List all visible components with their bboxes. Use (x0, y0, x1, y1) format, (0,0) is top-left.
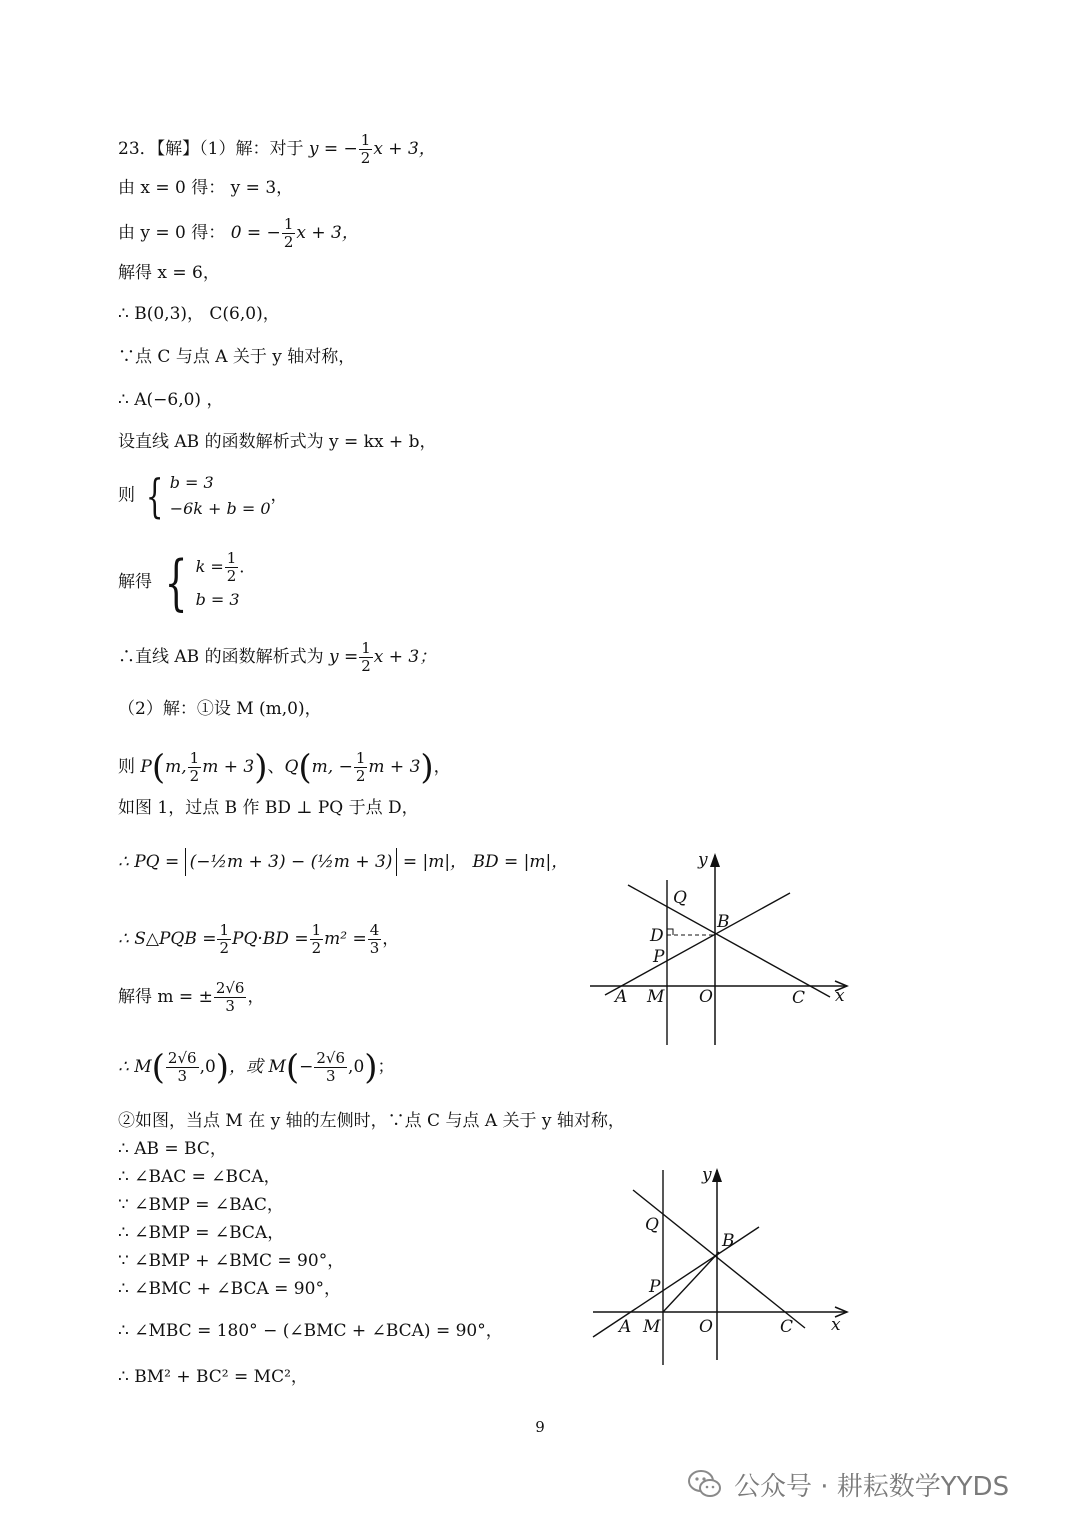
math-text: m, (165, 757, 187, 777)
solution-line-15 (118, 851, 568, 873)
fraction-numerator: 2√6 (167, 1049, 197, 1067)
math-text: ∴ S△PQB = (118, 929, 217, 949)
equation-row: −6k + b = 0 (169, 499, 271, 518)
fraction-denominator: 3 (177, 1067, 187, 1085)
equation-row: b = 3 (195, 590, 240, 609)
math-text: ， (433, 757, 451, 777)
y-axis-arrow (710, 853, 720, 867)
label-a: A (615, 987, 628, 1007)
solution-line-23: ∴ ∠BMP = ∠BCA， (118, 1223, 285, 1243)
math-text: 、 (267, 757, 285, 777)
fraction-numerator: 2√6 (215, 979, 245, 997)
math-text: = |m|， BD = |m|， (402, 852, 569, 872)
fraction-numerator: 1 (311, 921, 322, 939)
label-y: y (698, 850, 708, 870)
label-m: M (647, 987, 665, 1007)
fraction (188, 750, 202, 785)
y-axis-arrow (712, 1168, 722, 1182)
fraction (282, 216, 296, 251)
solution-line-7: ∴ A(−6,0) ， (118, 390, 224, 410)
text: 则 (118, 485, 135, 506)
label-q: Q (645, 1215, 659, 1235)
equation-rows (196, 550, 256, 615)
solution-line-6: ∵点 C 与点 A 关于 y 轴对称， (118, 347, 356, 367)
solution-line-8: 设直线 AB 的函数解析式为 y = kx + b， (118, 432, 437, 452)
solution-line-20: ∴ AB = BC， (118, 1139, 227, 1159)
paren: ) (254, 747, 268, 788)
fraction-numerator: 4 (369, 921, 380, 939)
fraction (310, 922, 324, 957)
fraction (166, 1050, 199, 1085)
math-text: m + 3 (202, 757, 255, 777)
fraction (359, 132, 373, 167)
paren: ( (298, 747, 312, 788)
label-p: P (649, 1277, 661, 1297)
math-text: PQ·BD = (232, 929, 309, 949)
line-ab (605, 893, 790, 995)
footer-text: 公众号 · 耕耘数学YYDS (734, 1471, 1010, 1502)
math-text: x + 3， (373, 139, 436, 159)
paren: ) (364, 1047, 378, 1088)
math-text: (−½m + 3) − (½m + 3) (189, 852, 393, 872)
wechat-icon (688, 1469, 722, 1499)
equation-rows (170, 470, 271, 522)
solution-line-17 (118, 980, 264, 1015)
math-text: y = − (308, 139, 358, 159)
page-number: 9 (535, 1418, 545, 1436)
equation-system (157, 547, 256, 618)
fraction-numerator: 1 (189, 749, 200, 767)
paren: ) (215, 1047, 230, 1088)
solution-line-19: ②如图，当点 M 在 y 轴的左侧时，∵点 C 与点 A 关于 y 轴对称， (118, 1111, 625, 1131)
label-d: D (650, 926, 664, 946)
equation-row: b = 3 (169, 473, 214, 492)
label-c: C (780, 1317, 794, 1337)
text: 解得 m = ± (118, 987, 213, 1007)
absolute-value (185, 848, 398, 876)
text: ∴直线 AB 的函数解析式为 (118, 647, 324, 667)
fraction-numerator: 1 (283, 215, 294, 233)
math-text: ,0 (348, 1057, 365, 1077)
math-text: ,0 (199, 1057, 216, 1077)
math-text: ． (239, 557, 256, 576)
fraction (225, 550, 239, 585)
fraction-denominator: 2 (226, 567, 237, 585)
solution-line-27: ∴ BM² + BC² = MC²， (118, 1367, 308, 1387)
math-text: y = (328, 647, 359, 667)
math-text: x + 3； (373, 647, 437, 667)
text: 23．【解】（1）解：对于 (118, 139, 304, 159)
fraction (214, 980, 247, 1015)
fraction-denominator: 2 (283, 233, 294, 251)
solution-line-4: 解得 x = 6， (118, 263, 220, 283)
brace: { (146, 469, 164, 523)
fraction-numerator: 1 (355, 749, 366, 767)
label-b: B (717, 912, 730, 932)
figure-2 (585, 1160, 855, 1365)
fraction-denominator: 2 (360, 149, 371, 167)
fraction-numerator: 1 (361, 639, 371, 657)
fraction-denominator: 2 (189, 767, 200, 785)
fraction (354, 750, 368, 785)
fraction-denominator: 3 (325, 1067, 336, 1085)
equation-system (140, 470, 270, 522)
solution-line-11 (118, 640, 436, 675)
solution-line-22: ∵ ∠BMP = ∠BAC， (118, 1195, 284, 1215)
label-b: B (722, 1231, 735, 1251)
solution-line-2: 由 x = 0 得： y = 3， (118, 178, 294, 198)
math-text: P (140, 757, 152, 777)
math-text: ∴ PQ = (118, 852, 180, 872)
math-text: − (299, 1057, 314, 1077)
fraction-denominator: 3 (225, 997, 235, 1015)
segment-bm (663, 1252, 719, 1312)
math-text: m² = (324, 929, 367, 949)
math-text: m + 3 (368, 757, 421, 777)
fraction-denominator: 2 (219, 939, 230, 957)
fraction-numerator: 1 (360, 131, 371, 149)
math-text: ∴ M (118, 1057, 152, 1077)
label-x: x (831, 1315, 841, 1335)
text: 则 (118, 757, 135, 777)
fraction-denominator: 3 (369, 939, 380, 957)
solution-line-12: （2）解：①设 M (m,0)， (118, 699, 322, 719)
fraction-numerator: 1 (219, 921, 230, 939)
line-bc (633, 1190, 805, 1328)
solution-line-3 (118, 216, 359, 251)
solution-line-16 (118, 922, 399, 957)
math-text: 0 = − (230, 223, 281, 243)
paren: ( (151, 1047, 165, 1088)
label-p: P (653, 947, 665, 967)
figure-1 (585, 845, 855, 1055)
brace: { (165, 547, 188, 618)
solution-line-18 (118, 1047, 395, 1088)
paren: ) (420, 747, 434, 788)
fraction-denominator: 2 (361, 657, 371, 675)
solution-line-1 (118, 132, 436, 167)
label-x: x (835, 986, 845, 1006)
fraction-numerator: 2√6 (316, 1049, 346, 1067)
fraction-denominator: 2 (355, 767, 366, 785)
math-text: m, − (311, 757, 353, 777)
solution-line-24: ∵ ∠BMP + ∠BMC = 90°， (118, 1251, 345, 1271)
solution-line-5: ∴ B(0,3)， C(6,0)， (118, 304, 280, 324)
fraction (368, 922, 382, 957)
math-text: ， (382, 929, 400, 949)
equation-row (196, 550, 256, 585)
solution-line-26: ∴ ∠MBC = 180° − (∠BMC + ∠BCA) = 90°， (118, 1321, 503, 1341)
math-text: ； (377, 1057, 395, 1077)
math-text: x + 3， (296, 223, 359, 243)
fraction (359, 640, 373, 675)
label-m: M (643, 1317, 661, 1337)
fraction (314, 1050, 347, 1085)
label-o: O (699, 987, 713, 1007)
label-o: O (699, 1317, 713, 1337)
solution-line-9: 则 { b = 3 −6k + b = 0 ， (118, 469, 288, 523)
paren: ( (285, 1047, 300, 1088)
math-text: Q (284, 757, 299, 777)
solution-line-21: ∴ ∠BAC = ∠BCA， (118, 1167, 281, 1187)
math-text: k = (195, 557, 224, 576)
footer-watermark (688, 1466, 1009, 1502)
math-text: ， (247, 987, 265, 1007)
label-q: Q (673, 888, 687, 908)
right-angle-mark (667, 929, 673, 935)
paren: ( (151, 747, 166, 788)
label-c: C (792, 988, 806, 1008)
fraction (217, 922, 231, 957)
label-y: y (702, 1165, 712, 1185)
solution-line-13 (118, 747, 451, 788)
label-a: A (619, 1317, 632, 1337)
solution-line-25: ∴ ∠BMC + ∠BCA = 90°， (118, 1279, 341, 1299)
fraction-numerator: 1 (226, 549, 237, 567)
solution-line-14: 如图 1，过点 B 作 BD ⊥ PQ 于点 D， (118, 798, 419, 818)
fraction-denominator: 2 (311, 939, 322, 957)
text: 由 y = 0 得： (118, 223, 226, 243)
text: 解得 (118, 572, 152, 592)
math-text: ，或 M (229, 1057, 286, 1077)
solution-line-10 (118, 547, 256, 618)
